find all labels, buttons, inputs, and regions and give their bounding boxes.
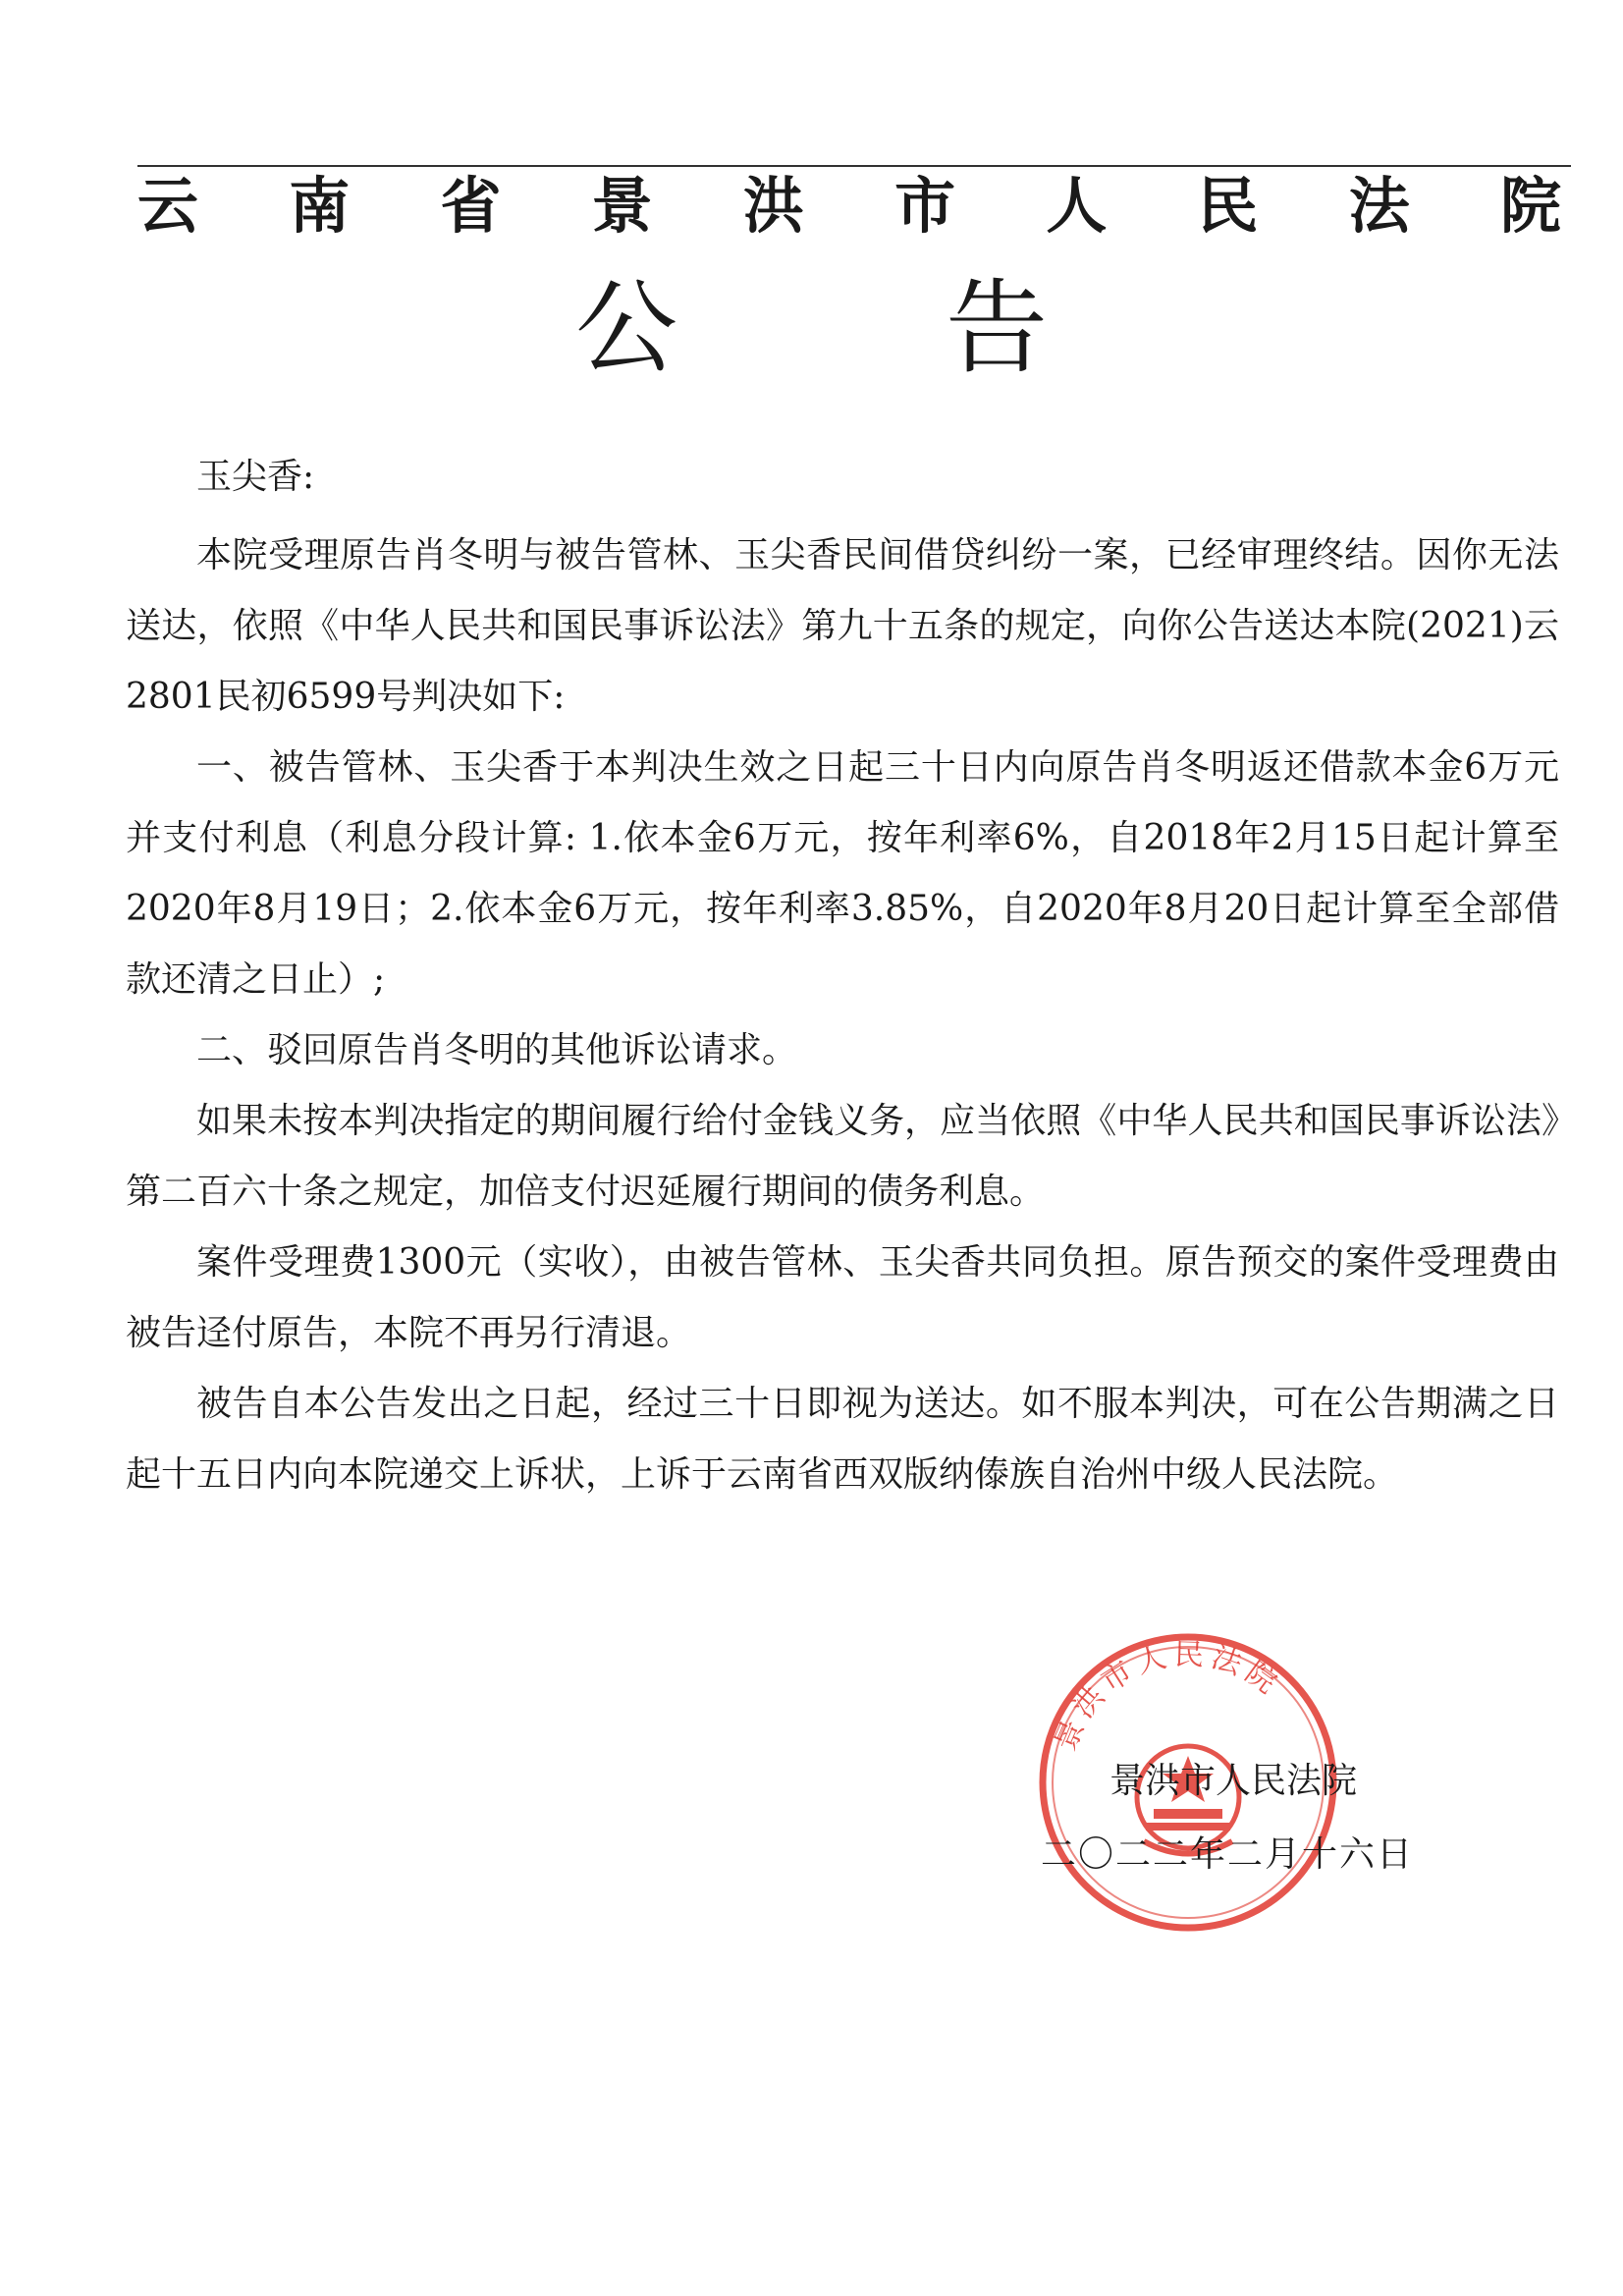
court-name-char: 云 (137, 170, 199, 242)
document-title: 公 告 (574, 268, 1166, 388)
announcement-body (126, 442, 1559, 1510)
addressee: 玉尖香: (196, 457, 315, 497)
body-paragraph: 本院受理原告肖冬明与被告管林、玉尖香民间借贷纠纷一案，已经审理终结。因你无法送达，依照《中华人民共和国民事诉讼法》第九十五条的规定，向你公告送达本院(2021)云2801民初6599号判决如下: (126, 535, 1559, 717)
court-name-heading (137, 157, 1561, 245)
body-paragraph: 被告自本公告发出之日起，经过三十日即视为送达。如不服本判决，可在公告期满之日起十五日内向本院递交上诉状，上诉于云南省西双版纳傣族自治州中级人民法院。 (126, 1384, 1559, 1495)
court-name-char: 法 (1348, 170, 1410, 242)
court-name-char: 洪 (742, 170, 804, 242)
body-paragraph: 如果未按本判决指定的期间履行给付金钱义务，应当依照《中华人民共和国民事诉讼法》第二百六十条之规定，加倍支付迟延履行期间的债务利息。 (126, 1101, 1559, 1212)
judgment-item-1: 一、被告管林、玉尖香于本判决生效之日起三十日内向原告肖冬明返还借款本金6万元并支付利息（利息分段计算: 1.依本金6万元，按年利率6%，自2018年2月15日起计算至2020年8月19日；2.依本金6万元，按年利率3.85%，自2020年8月20日起计算至全部借款还清之日止）; (126, 747, 1559, 1000)
signature-date: 二〇二二年二月十六日 (1041, 1834, 1415, 1875)
judgment-item-2: 二、驳回原告肖冬明的其他诉讼请求。 (196, 1030, 798, 1070)
header-rule (137, 165, 1571, 167)
court-name-char: 院 (1499, 170, 1561, 242)
court-name-char: 市 (894, 170, 956, 242)
court-name-char: 民 (1197, 170, 1259, 242)
court-name-char: 南 (289, 170, 351, 242)
seal-text: 景洪市人民法院 (1048, 1637, 1288, 1756)
court-name-char: 人 (1046, 170, 1108, 242)
body-paragraph: 案件受理费1300元（实收），由被告管林、玉尖香共同负担。原告预交的案件受理费由被告迳付原告，本院不再另行清退。 (126, 1242, 1559, 1353)
court-name-char: 省 (440, 170, 502, 242)
signature-court: 景洪市人民法院 (1109, 1761, 1358, 1801)
court-name-char: 景 (591, 170, 653, 242)
